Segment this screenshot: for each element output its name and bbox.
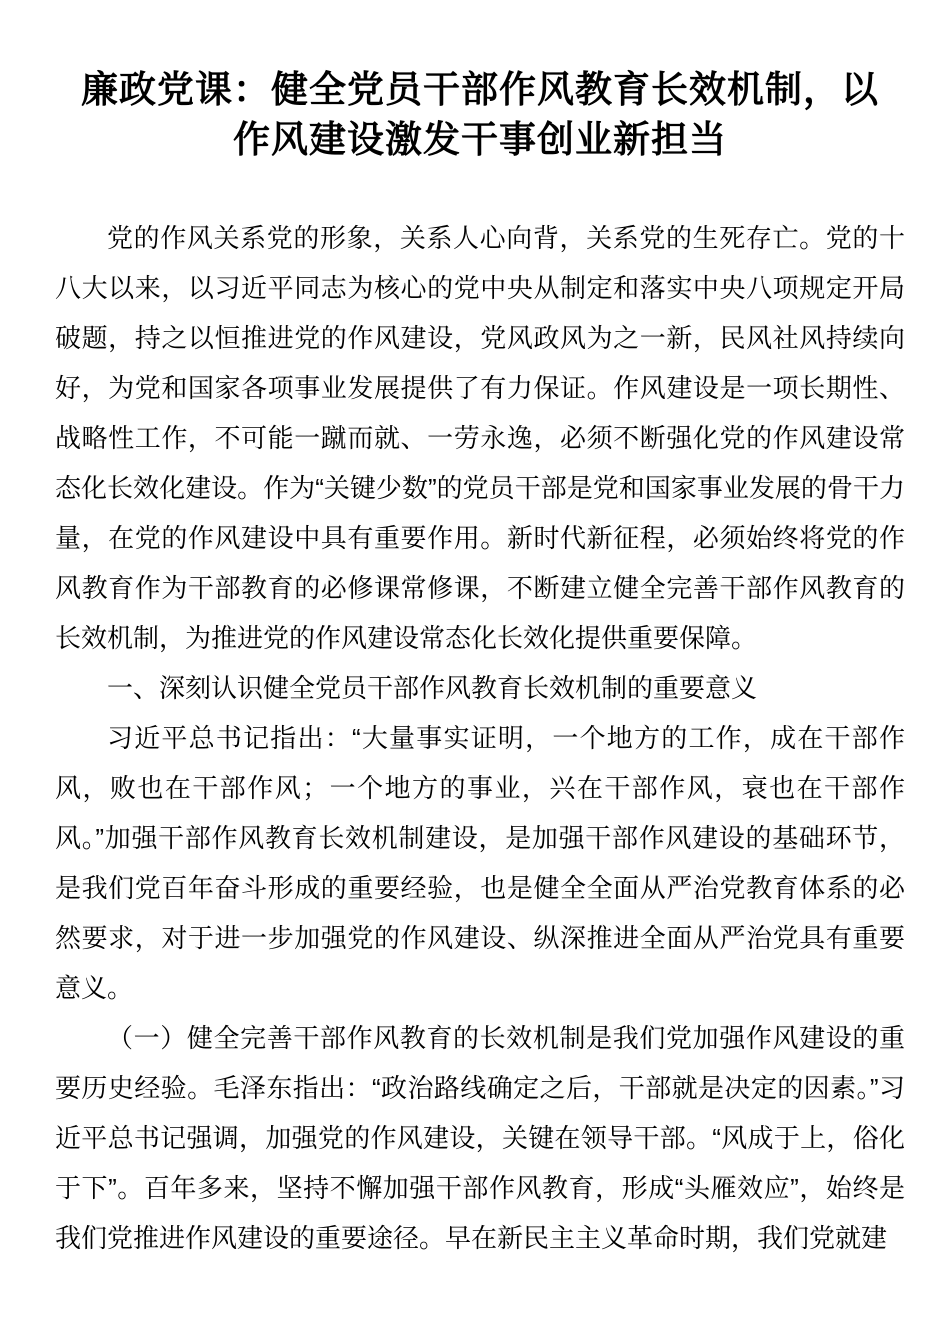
document-title: 廉政党课：健全党员干部作风教育长效机制，以作风建设激发干事创业新担当 — [81, 69, 879, 160]
paragraph-intro: 党的作风关系党的形象，关系人心向背，关系党的生死存亡。党的十八大以来，以习近平同志为核心的党中央从制定和落实中央八项规定开局破题，持之以恒推进党的作风建设，党风政风为之一新，民风社风持续向好，为党和国家各项事业发展提供了有力保证。作风建设是一项长期性、战略性工作，不可能一蹴而就、一劳永逸，必须不断强化党的作风建设常态化长效化建设。作为“关键少数”的党员干部是党和国家事业发展的骨干力量，在党的作风建设中具有重要作用。新时代新征程，必须始终将党的作风教育作为干部教育的必修课常修课，不断建立健全完善干部作风教育的长效机制，为推进党的作风建设常态化长效化提供重要保障。 — [55, 223, 905, 653]
paragraph-section1-overview: 习近平总书记指出：“大量事实证明，一个地方的工作，成在干部作风，败也在干部作风；一个地方的事业，兴在干部作风，衰也在干部作风。”加强干部作风教育长效机制建设，是加强干部作风建设的基础环节，是我们党百年奋斗形成的重要经验，也是健全全面从严治党教育体系的必然要求，对于进一步加强党的作风建设、纵深推进全面从严治党具有重要意义。 — [55, 723, 905, 1003]
section-heading-1: 一、深刻认识健全党员干部作风教育长效机制的重要意义 — [107, 673, 758, 703]
paragraph-section1-point1: （一）健全完善干部作风教育的长效机制是我们党加强作风建设的重要历史经验。毛泽东指出：“政治路线确定之后，干部就是决定的因素。”习近平总书记强调，加强党的作风建设，关键在领导干部。“风成于上，俗化于下”。百年多来，坚持不懈加强干部作风教育，形成“头雁效应”，始终是我们党推进作风建设的重要途径。早在新民主主义革命时期，我们党就建 — [55, 1023, 905, 1253]
